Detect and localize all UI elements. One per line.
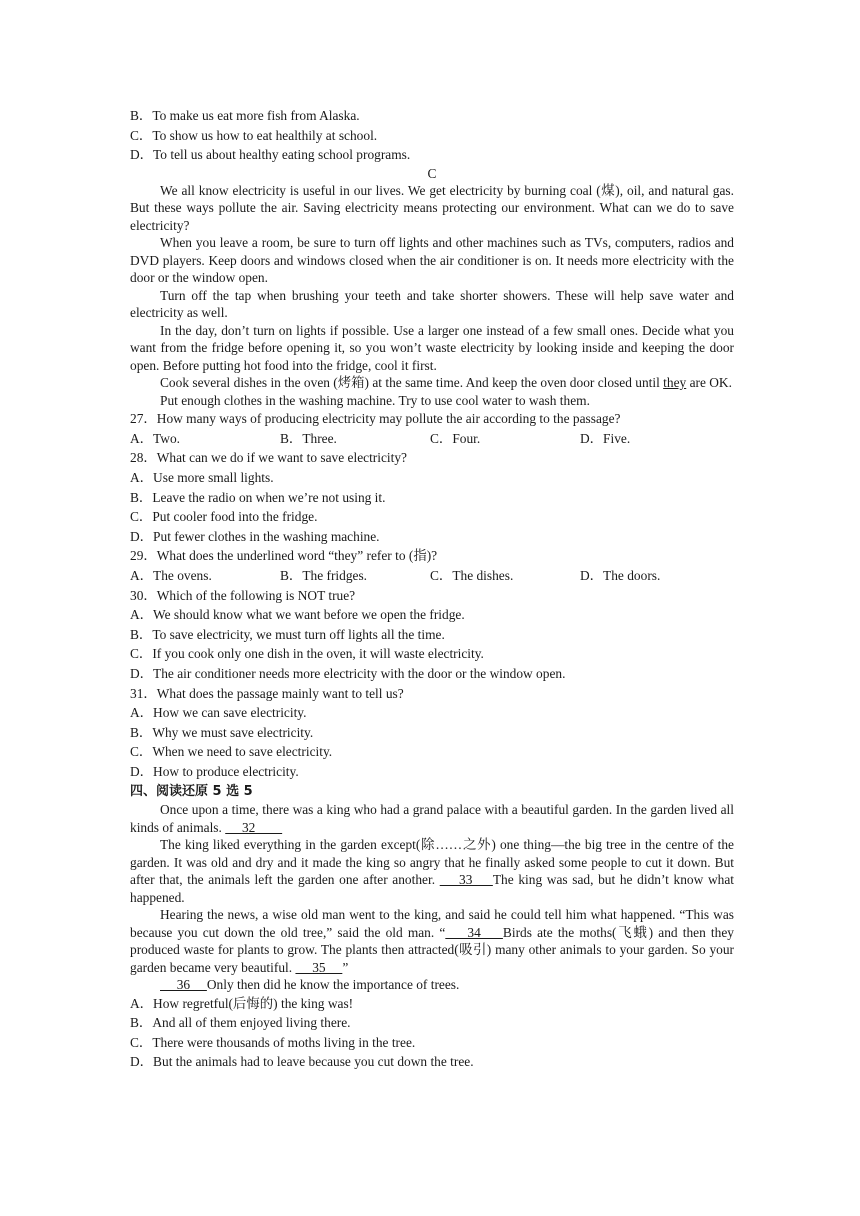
passage-paragraph-3: Turn off the tap when brushing your teeth and take shorter showers. These will help save water and electricity as well. [130, 287, 734, 321]
question-30: 30．Which of the following is NOT true? [130, 587, 356, 603]
option-d[interactable]: D．How to produce electricity. [130, 763, 299, 779]
section4-paragraph-3 [130, 906, 734, 976]
s4-p4-text: Only then did he know the importance of trees. [206, 977, 460, 993]
blank-34[interactable]: 34 [445, 924, 503, 940]
s4-p3-text-b: Birds ate the moths(飞蛾) and then they produced waste for plants to grow. The plants then attracted(吸引) many other animals to your garden. So your garden became very beautiful. [130, 924, 734, 975]
question-27: 27．How many ways of producing electricity may pollute the air according to the passage? [130, 411, 621, 427]
p5-text-a: Cook several dishes in the oven (烤箱) at the same time. And keep the oven door closed until [160, 375, 664, 391]
section4-paragraph-2 [130, 836, 734, 906]
option-d[interactable]: D．Put fewer clothes in the washing machine. [130, 528, 380, 544]
option-a[interactable]: A．Use more small lights. [130, 470, 274, 486]
option-c[interactable]: C．The dishes. [430, 568, 514, 584]
option-b[interactable]: B．And all of them enjoyed living there. [130, 1015, 351, 1031]
prev-option-d: D．To tell us about healthy eating school programs. [130, 147, 411, 163]
blank-35[interactable]: 35 [295, 959, 343, 975]
question-28: 28．What can we do if we want to save electricity? [130, 450, 407, 466]
document-page [130, 106, 734, 1072]
option-d[interactable]: D．The air conditioner needs more electricity with the door or the window open. [130, 666, 566, 681]
underlined-word-they: they [663, 375, 687, 391]
option-b[interactable]: B．Why we must save electricity. [130, 724, 314, 740]
s4-p3-text-c: ” [342, 959, 349, 975]
option-c[interactable]: C．Four. [430, 430, 481, 446]
option-b[interactable]: B．The fridges. [280, 568, 368, 584]
s4-p3-text-a: Hearing the news, a wise old man went to the king, and said he could tell him what happened. “This was because you cut down the old tree,” said the old man. “ [130, 907, 734, 940]
option-a[interactable]: A．How we can save electricity. [130, 705, 307, 721]
blank-36[interactable]: 36 [160, 977, 207, 993]
option-d[interactable]: D．The doors. [580, 568, 661, 584]
p5-text-b: are OK. [686, 375, 732, 391]
question-31: 31．What does the passage mainly want to tell us? [130, 685, 404, 701]
option-c[interactable]: C．Put cooler food into the fridge. [130, 509, 318, 525]
option-b[interactable]: B．Leave the radio on when we’re not using it. [130, 489, 386, 505]
option-c[interactable]: C．There were thousands of moths living in the tree. [130, 1034, 416, 1050]
option-b[interactable]: B．To save electricity, we must turn off lights all the time. [130, 626, 445, 642]
section-4-heading: 四、阅读还原 5 选 5 [130, 783, 253, 799]
option-a[interactable]: A．How regretful(后悔的) the king was! [130, 995, 354, 1011]
s4-p1-text: Once upon a time, there was a king who had a grand palace with a beautiful garden. In the garden lived all kinds of animals. [130, 802, 734, 835]
s4-p2-tail: The king was sad, but he didn’t know what happened. [130, 872, 734, 905]
blank-33[interactable]: 33 [439, 872, 493, 888]
option-a[interactable]: A．We should know what we want before we open the fridge. [130, 607, 465, 623]
prev-option-c: C．To show us how to eat healthily at school. [130, 127, 378, 143]
section4-paragraph-1 [130, 801, 734, 836]
prev-option-b: B．To make us eat more fish from Alaska. [130, 108, 360, 123]
passage-paragraph-1: We all know electricity is useful in our lives. We get electricity by burning coal (煤), oil, and natural gas. But these ways pollute the air. Saving electricity means protecting our environment. What can we do to save electricity? [130, 182, 734, 233]
option-c[interactable]: C．If you cook only one dish in the oven, it will waste electricity. [130, 646, 484, 662]
option-d[interactable]: D．Five. [580, 430, 631, 446]
question-29: 29．What does the underlined word “they” refer to (指)? [130, 548, 438, 564]
passage-paragraph-5 [130, 374, 734, 392]
option-c[interactable]: C．When we need to save electricity. [130, 744, 333, 760]
passage-paragraph-2: When you leave a room, be sure to turn off lights and other machines such as TVs, computers, radios and DVD players. Keep doors and windows closed when the air conditioner is on. It needs more electricity with the door or the window open. [130, 235, 734, 286]
blank-32[interactable]: 32 [225, 819, 283, 835]
s4-p2-text: The king liked everything in the garden except(除……之外) one thing—the big tree in the centre of the garden. It was old and dry and it made the king so angry that he finally asked some people to cut it down. But after that, the animals left the garden one after another. [130, 837, 734, 888]
option-b[interactable]: B．Three. [280, 430, 337, 446]
question-27-options [130, 429, 734, 449]
option-a[interactable]: A．The ovens. [130, 568, 212, 584]
option-d[interactable]: D．But the animals had to leave because you cut down the tree. [130, 1054, 474, 1070]
passage-paragraph-4: In the day, don’t turn on lights if possible. Use a larger one instead of a few small ones. Decide what you want from the fridge before opening it, so you won’t waste electricity by looking inside and keeping the door open. Before putting hot food into the fridge, cool it first. [130, 322, 734, 373]
section4-paragraph-4 [130, 976, 734, 994]
option-a[interactable]: A．Two. [130, 430, 181, 446]
question-29-options [130, 566, 734, 586]
passage-label: C [427, 165, 437, 181]
passage-paragraph-6: Put enough clothes in the washing machine. Try to use cool water to wash them. [160, 392, 590, 408]
